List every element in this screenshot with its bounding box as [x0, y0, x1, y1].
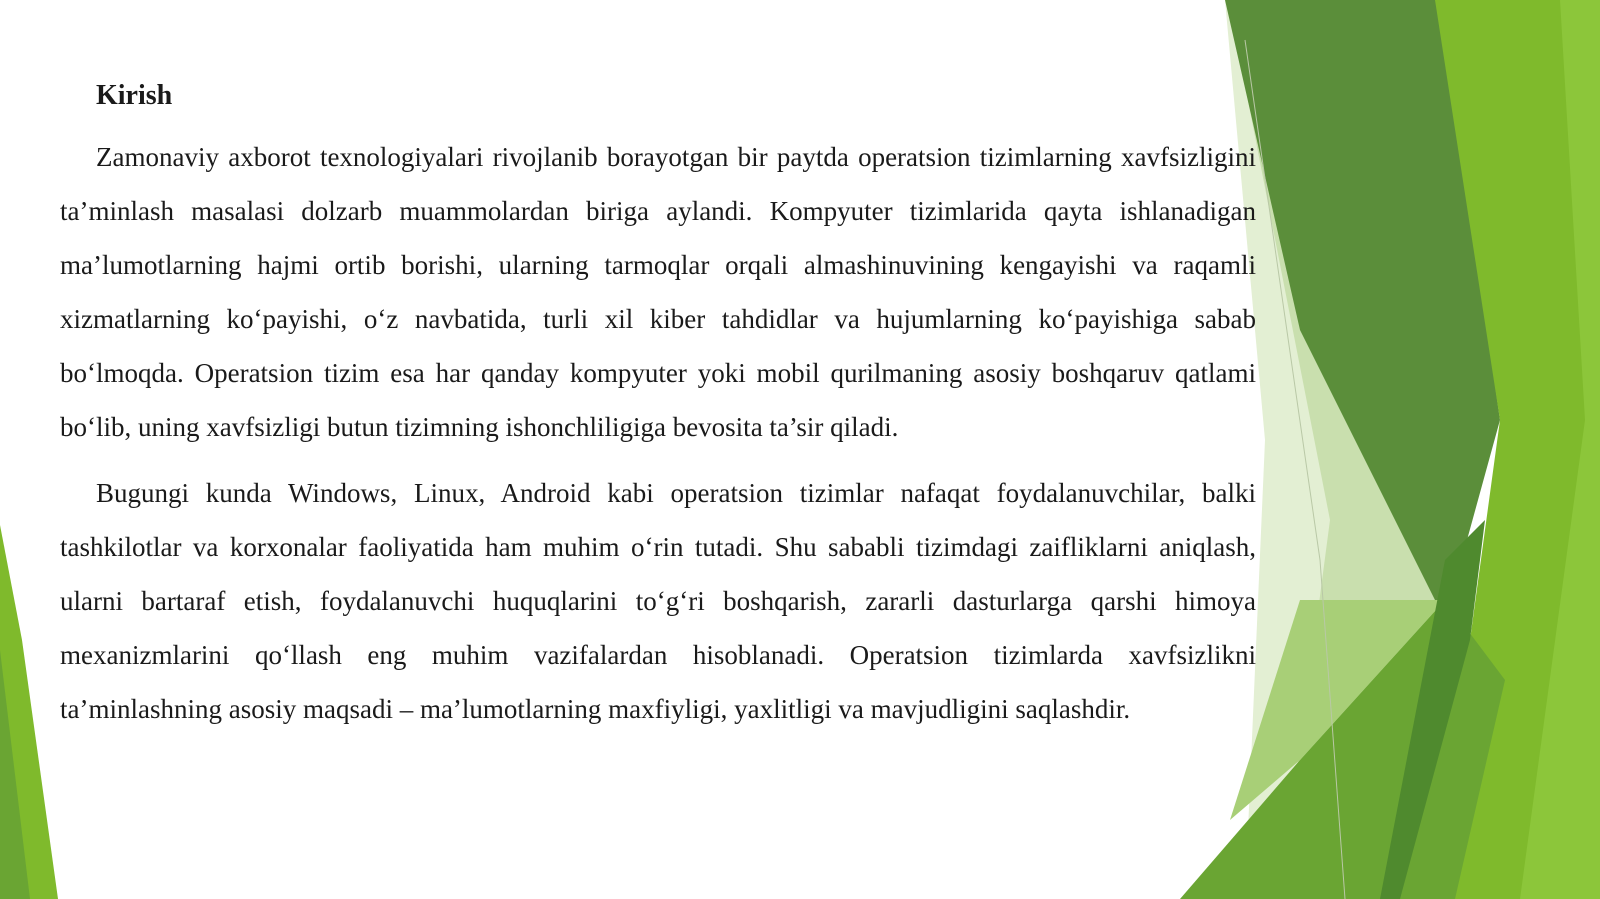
document-body [60, 74, 1256, 748]
document-heading: Kirish [96, 80, 173, 111]
paragraph-1: Zamonaviy axborot texnologiyalari rivojlanib borayotgan bir paytda operatsion tizimlarning xavfsizligini ta’minlash masalasi dolzarb muammolardan biriga aylandi. Kompyuter tizimlarida qayta ishlanadigan ma’lumotlarning hajmi ortib borishi, ularning tarmoqlar orqali almashinuvining kengayishi va raqamli xizmatlarning ko‘payishi, o‘z navbatida, turli xil kiber tahdidlar va hujumlarning ko‘payishiga sabab bo‘lmoqda. Operatsion tizim esa har qanday kompyuter yoki mobil qurilmaning asosiy boshqaruv qatlami bo‘lib, uning xavfsizligi butun tizimning ishonchliligiga bevosita ta’sir qiladi. [60, 142, 1256, 442]
paragraph-2: Bugungi kunda Windows, Linux, Android kabi operatsion tizimlar nafaqat foydalanuvchilar, balki tashkilotlar va korxonalar faoliyatida ham muhim o‘rin tutadi. Shu sababli tizimdagi zaifliklarni aniqlash, ularni bartaraf etish, foydalanuvchi huquqlarini to‘g‘ri boshqarish, zararli dasturlarga qarshi himoya mexanizmlarini qo‘llash eng muhim vazifalardan hisoblanadi. Operatsion tizimlarda xavfsizlikni ta’minlashning asosiy maqsadi – ma’lumotlarning maxfiyligi, yaxlitligi va mavjudligini saqlashdir. [60, 478, 1256, 724]
